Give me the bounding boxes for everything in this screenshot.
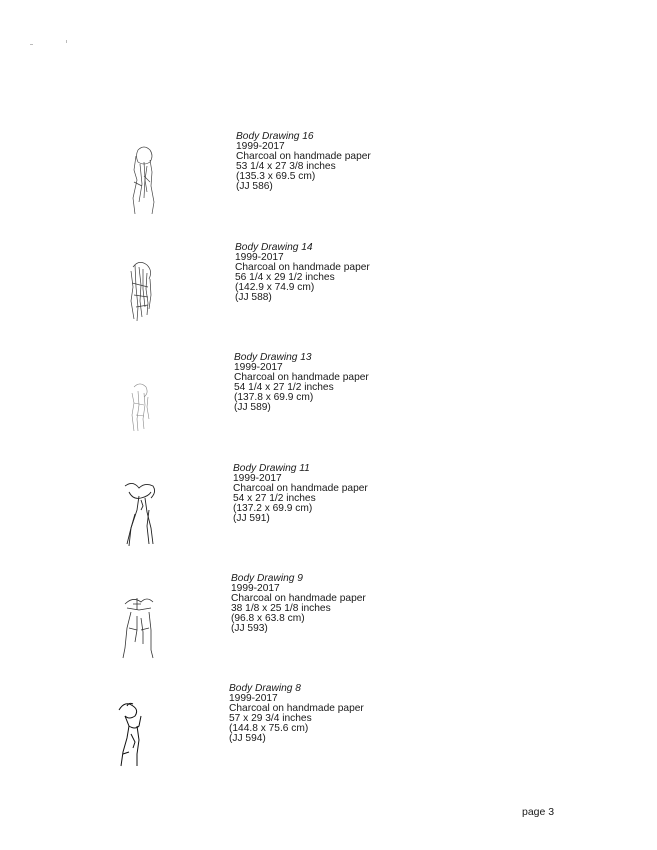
artwork-thumbnail: [121, 474, 169, 550]
artwork-dimensions-cm: (96.8 x 63.8 cm): [231, 612, 305, 624]
artwork-medium: Charcoal on handmade paper: [235, 261, 370, 273]
artwork-dimensions-inches: 56 1/4 x 29 1/2 inches: [235, 271, 335, 283]
artwork-catalog-number: (JJ 589): [234, 401, 271, 413]
artwork-years: 1999-2017: [234, 361, 283, 373]
artwork-catalog-number: (JJ 591): [233, 512, 270, 524]
artwork-caption: [234, 353, 369, 412]
artwork-dimensions-inches: 54 1/4 x 27 1/2 inches: [234, 381, 334, 393]
artwork-dimensions-inches: 57 x 29 3/4 inches: [229, 712, 312, 724]
artwork-entry: [123, 243, 483, 343]
artwork-title: Body Drawing 14: [235, 242, 313, 253]
artwork-medium: Charcoal on handmade paper: [229, 702, 364, 714]
artwork-dimensions-cm: (142.9 x 74.9 cm): [235, 281, 315, 293]
artwork-dimensions-inches: 54 x 27 1/2 inches: [233, 492, 316, 504]
artwork-entry: [124, 132, 484, 232]
artwork-thumbnail: [123, 253, 171, 329]
artwork-dimensions-cm: (137.8 x 69.9 cm): [234, 391, 314, 403]
artwork-years: 1999-2017: [233, 472, 282, 484]
artwork-years: 1999-2017: [229, 692, 278, 704]
artwork-entry: [117, 684, 477, 784]
artwork-entry: [119, 574, 479, 674]
artwork-years: 1999-2017: [235, 251, 284, 263]
artwork-dimensions-cm: (144.8 x 75.6 cm): [229, 722, 309, 734]
artwork-medium: Charcoal on handmade paper: [236, 150, 371, 162]
artwork-catalog-number: (JJ 588): [235, 291, 272, 303]
artwork-thumbnail: [117, 694, 165, 770]
artwork-caption: [231, 574, 366, 633]
artwork-catalog-number: (JJ 586): [236, 180, 273, 192]
artwork-catalog-number: (JJ 593): [231, 622, 268, 634]
artwork-title: Body Drawing 9: [231, 573, 303, 584]
artwork-years: 1999-2017: [231, 582, 280, 594]
artwork-dimensions-cm: (137.2 x 69.9 cm): [233, 502, 313, 514]
artwork-medium: Charcoal on handmade paper: [233, 482, 368, 494]
artwork-dimensions-cm: (135.3 x 69.5 cm): [236, 170, 316, 182]
artwork-entry: [122, 353, 482, 453]
artwork-dimensions-inches: 38 1/8 x 25 1/8 inches: [231, 602, 331, 614]
artwork-catalog-number: (JJ 594): [229, 732, 266, 744]
artwork-medium: Charcoal on handmade paper: [231, 592, 366, 604]
artwork-caption: [233, 464, 368, 523]
artwork-thumbnail: [122, 363, 170, 439]
artwork-years: 1999-2017: [236, 140, 285, 152]
artwork-caption: [235, 243, 370, 302]
scan-speck: [66, 40, 67, 43]
artwork-title: Body Drawing 8: [229, 683, 301, 694]
page-number: page 3: [522, 806, 555, 818]
artwork-title: Body Drawing 13: [234, 352, 312, 363]
artwork-caption: [229, 684, 364, 743]
artwork-thumbnail: [119, 584, 167, 660]
artwork-caption: [236, 132, 371, 191]
artwork-medium: Charcoal on handmade paper: [234, 371, 369, 383]
artwork-title: Body Drawing 11: [233, 463, 310, 474]
artwork-entry: [121, 464, 481, 564]
artwork-thumbnail: [124, 142, 172, 218]
artwork-title: Body Drawing 16: [236, 131, 314, 142]
scan-speck: [30, 44, 33, 45]
artwork-dimensions-inches: 53 1/4 x 27 3/8 inches: [236, 160, 336, 172]
